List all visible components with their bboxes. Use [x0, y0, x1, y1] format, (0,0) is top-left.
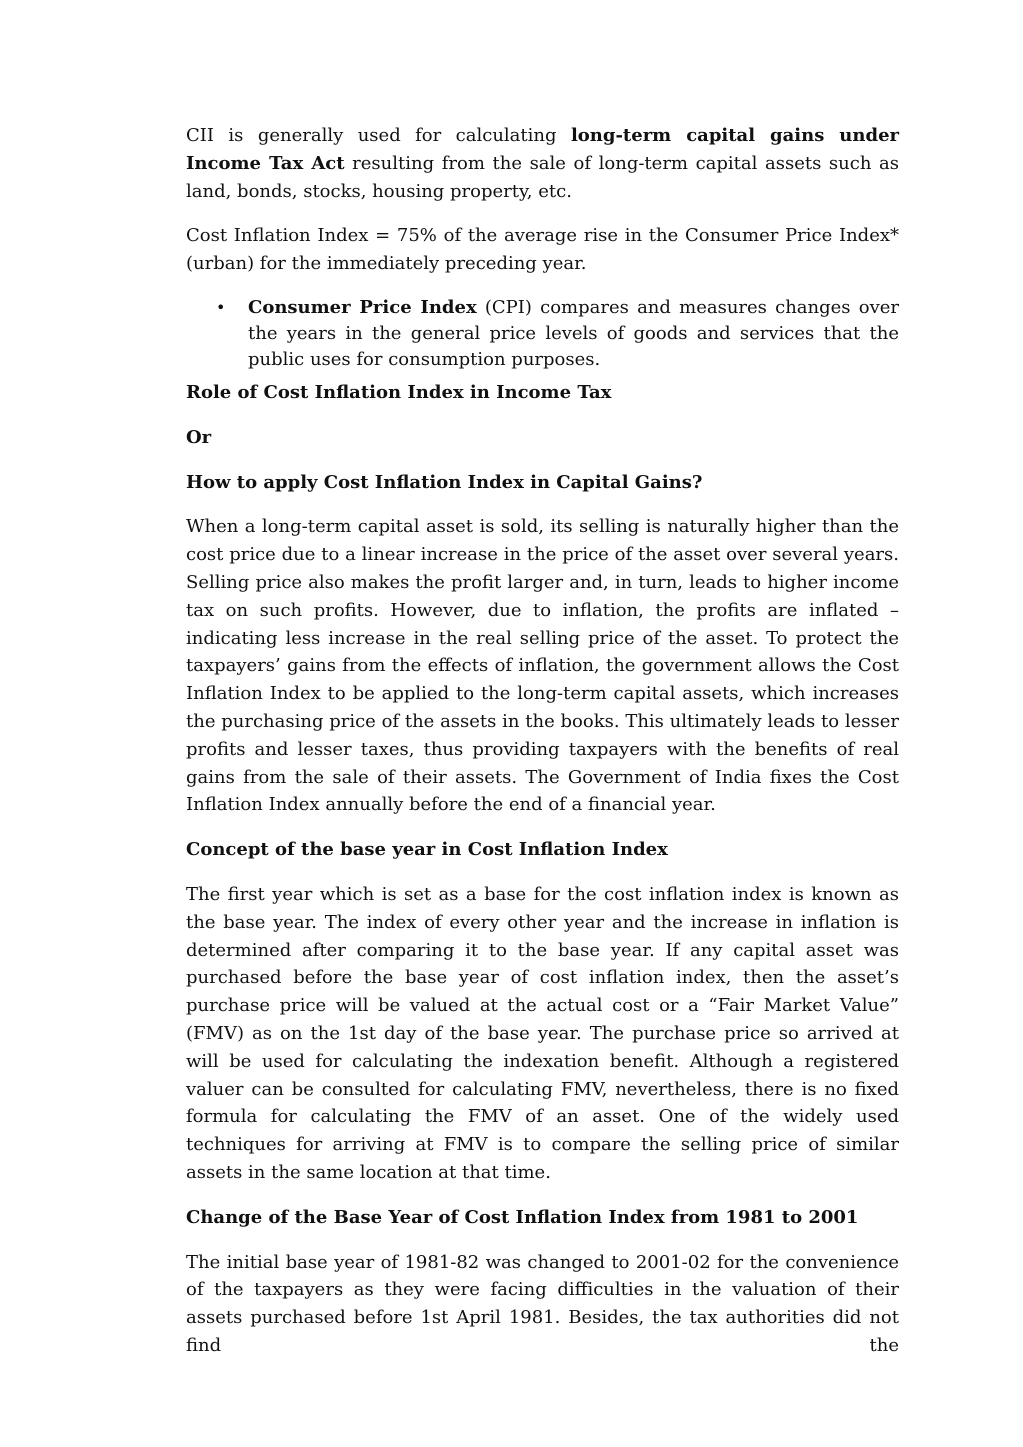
apply-paragraph: When a long-term capital asset is sold, its selling is naturally higher than the cost price due to a linear increase in the price of the asset over several years. Selling price also makes the profit larger and, in turn, leads to higher income tax on such profits. However, due to inflation, the profits are inflated – indicating less increase in the real selling price of the asset. To protect the taxpayers’ gains from the effects of inflation, the government allows the Cost Inflation Index to be applied to the long-term capital assets, which increases the purchasing price of the assets in the books. This ultimately leads to lesser profits and lesser taxes, thus providing taxpayers with the benefits of real gains from the sale of their assets. The Government of India fixes the Cost Inflation Index annually before the end of a financial year.: [186, 516, 899, 816]
intro-bold-text: long-term capital gains under Income Tax Act: [186, 125, 900, 174]
intro-rest-text: resulting from the sale of long-term capital assets such as land, bonds, stocks, housing property, etc.: [186, 152, 899, 202]
list-item: [186, 295, 899, 373]
bullet-icon: •: [216, 297, 226, 317]
concept-paragraph: The first year which is set as a base for the cost inflation index is known as the base year. The index of every other year and the increase in inflation is determined after comparing it to the base year. If any capital asset was purchased before the base year of cost inflation index, then the asset’s purchase price will be valued at the actual cost or a “Fair Market Value” (FMV) as on the 1st day of the base year. The purchase price so arrived at will be used for calculating the indexation benefit. Although a registered valuer can be consulted for calculating FMV, nevertheless, there is no fixed formula for calculating the FMV of an asset. One of the widely used techniques for arriving at FMV is to compare the selling price of similar assets in the same location at that time.: [186, 883, 899, 1183]
document-body: [186, 122, 899, 1377]
intro-lead-text: CII is generally used for calculating: [186, 125, 571, 146]
formula-paragraph: Cost Inflation Index = 75% of the average rise in the Consumer Price Index* (urban) for the immediately preceding year.: [186, 225, 899, 275]
bullet-list: [186, 295, 899, 373]
heading-role: Role of Cost Inflation Index in Income Tax: [186, 381, 612, 403]
change-paragraph: The initial base year of 1981-82 was changed to 2001-02 for the convenience of the taxpayers as they were facing difficulties in the valuation of their assets purchased before 1st April 1981. Besides, the tax authorities did not find the: [186, 1251, 899, 1356]
heading-change: Change of the Base Year of Cost Inflation Index from 1981 to 2001: [186, 1206, 859, 1228]
bullet-rest-text: (CPI) compares and measures changes over the years in the general price levels of goods and services that the public uses for consumption purposes.: [248, 296, 899, 370]
heading-or: Or: [186, 426, 212, 448]
intro-paragraph: [186, 122, 899, 205]
heading-apply: How to apply Cost Inflation Index in Capital Gains?: [186, 471, 703, 493]
heading-concept: Concept of the base year in Cost Inflation Index: [186, 839, 668, 861]
bullet-bold-text: Consumer Price Index: [248, 296, 477, 318]
